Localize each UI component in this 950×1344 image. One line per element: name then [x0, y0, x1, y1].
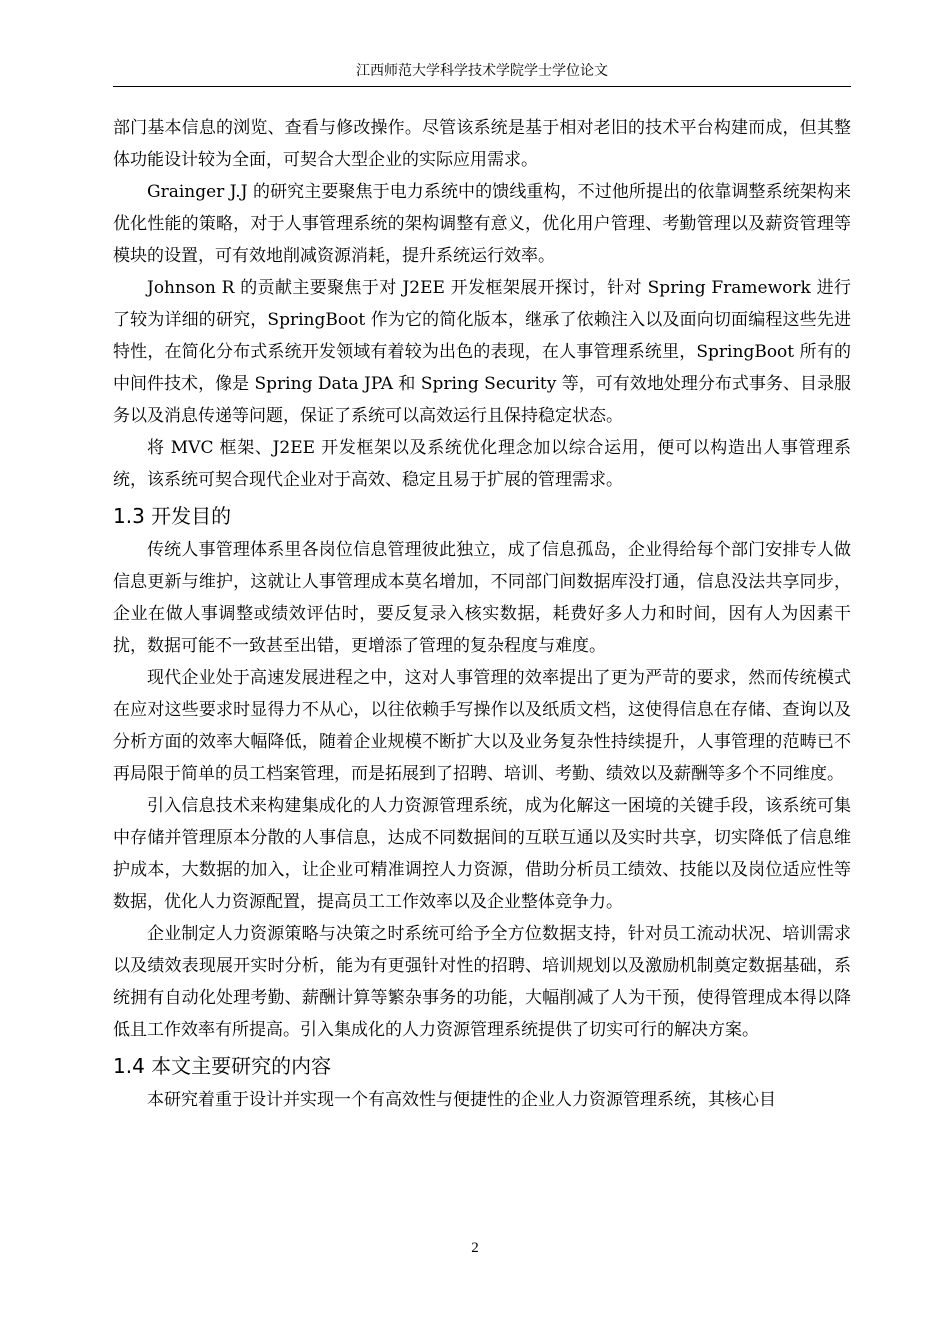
- paragraph: 引入信息技术来构建集成化的人力资源管理系统，成为化解这一困境的关键手段，该系统可集中存储并管理原本分散的人事信息，达成不同数据间的互联互通以及实时共享，切实降低了信息维护成本，大数据的加入，让企业可精准调控人力资源，借助分析员工绩效、技能以及岗位适应性等数据，优化人力资源配置，提高员工工作效率以及企业整体竞争力。: [113, 796, 851, 912]
- section-heading-1-4: 1.4 本文主要研究的内容: [113, 1054, 332, 1078]
- paragraph: 本研究着重于设计并实现一个有高效性与便捷性的企业人力资源管理系统，其核心目: [147, 1090, 776, 1110]
- section-heading-1-3: 1.3 开发目的: [113, 504, 232, 528]
- running-header: 江西师范大学科学技术学院学士学位论文: [113, 60, 851, 87]
- paragraph: 现代企业处于高速发展进程之中，这对人事管理的效率提出了更为严苛的要求，然而传统模式在应对这些要求时显得力不从心，以往依赖手写操作以及纸质文档，这使得信息在存储、查询以及分析方面的效率大幅降低，随着企业规模不断扩大以及业务复杂性持续提升，人事管理的范畴已不再局限于简单的员工档案管理，而是拓展到了招聘、培训、考勤、绩效以及薪酬等多个不同维度。: [113, 668, 851, 784]
- body-text: [113, 112, 851, 1116]
- paragraph: 部门基本信息的浏览、查看与修改操作。尽管该系统是基于相对老旧的技术平台构建而成，但其整体功能设计较为全面，可契合大型企业的实际应用需求。: [113, 118, 851, 170]
- paragraph: 传统人事管理体系里各岗位信息管理彼此独立，成了信息孤岛，企业得给每个部门安排专人做信息更新与维护，这就让人事管理成本莫名增加，不同部门间数据库没打通，信息没法共享同步，企业在做人事调整或绩效评估时，要反复录入核实数据，耗费好多人力和时间，因有人为因素干扰，数据可能不一致甚至出错，更增添了管理的复杂程度与难度。: [113, 540, 851, 656]
- page-number: 2: [471, 1240, 479, 1256]
- paragraph: Grainger J.J 的研究主要聚焦于电力系统中的馈线重构，不过他所提出的依靠调整系统架构来优化性能的策略，对于人事管理系统的架构调整有意义，优化用户管理、考勤管理以及薪资管理等模块的设置，可有效地削减资源消耗，提升系统运行效率。: [113, 182, 851, 266]
- paragraph: Johnson R 的贡献主要聚焦于对 J2EE 开发框架展开探讨，针对 Spring Framework 进行了较为详细的研究，SpringBoot 作为它的简化版本，继承了依赖注入以及面向切面编程这些先进特性，在简化分布式系统开发领域有着较为出色的表现，在人事管理系统里，SpringBoot 所有的中间件技术，像是 Spring Data JPA 和 Spring Security 等，可有效地处理分布式事务、目录服务以及消息传递等问题，保证了系统可以高效运行且保持稳定状态。: [113, 278, 851, 426]
- paragraph: 企业制定人力资源策略与决策之时系统可给予全方位数据支持，针对员工流动状况、培训需求以及绩效表现展开实时分析，能为有更强针对性的招聘、培训规划以及激励机制奠定数据基础，系统拥有自动化处理考勤、薪酬计算等繁杂事务的功能，大幅削减了人为干预，使得管理成本得以降低且工作效率有所提高。引入集成化的人力资源管理系统提供了切实可行的解决方案。: [113, 924, 851, 1040]
- paragraph: 将 MVC 框架、J2EE 开发框架以及系统优化理念加以综合运用，便可以构造出人事管理系统，该系统可契合现代企业对于高效、稳定且易于扩展的管理需求。: [113, 438, 851, 490]
